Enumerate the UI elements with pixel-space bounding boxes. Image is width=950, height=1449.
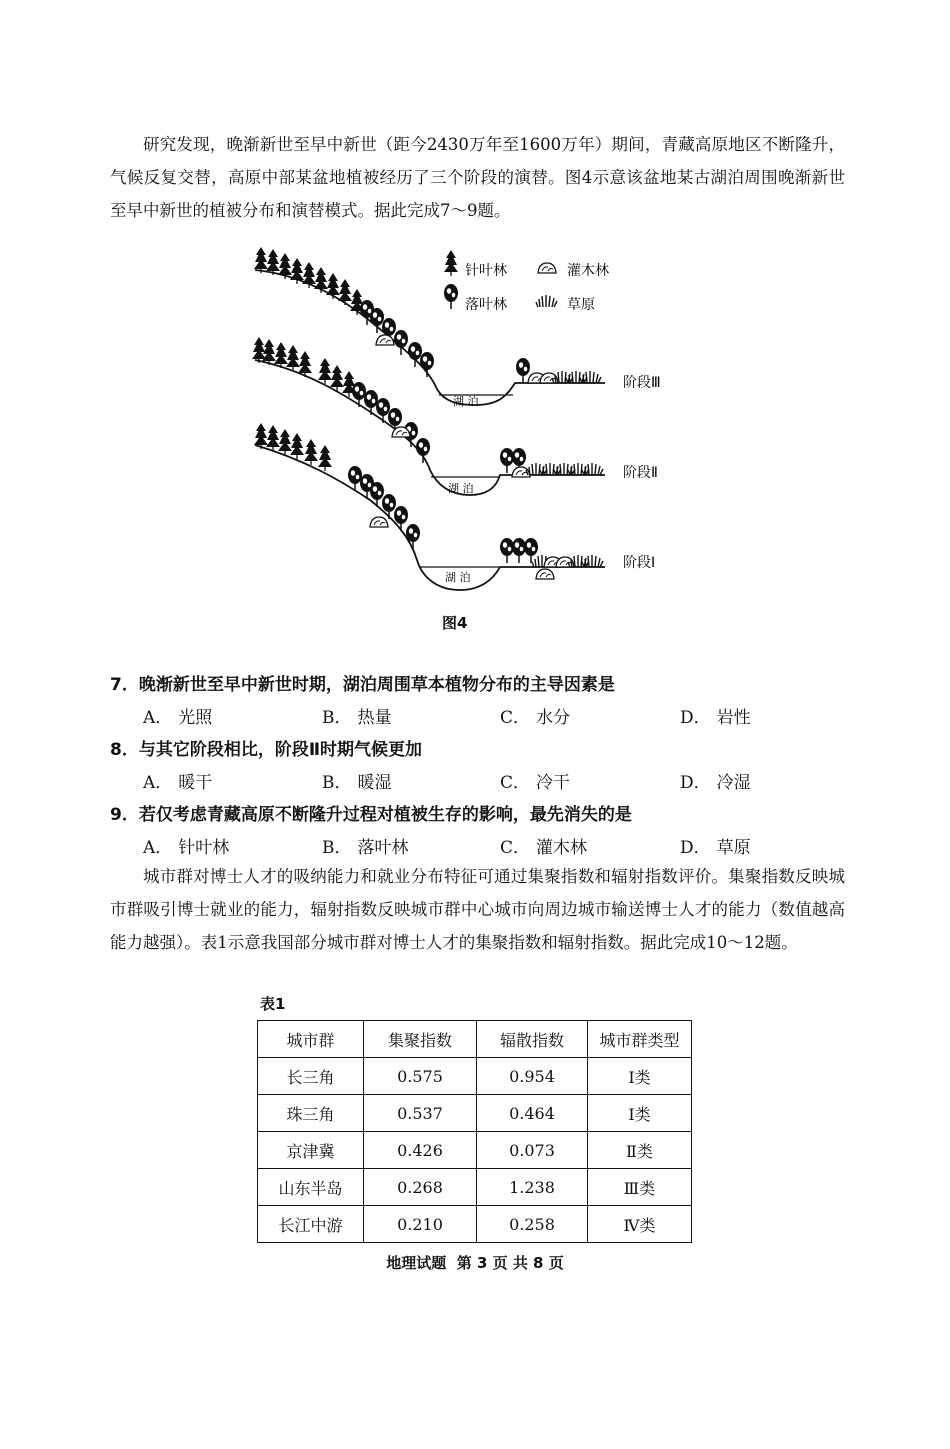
- q9-option-b[interactable]: B． 落叶林: [322, 838, 409, 858]
- legend-grass-icon: [536, 295, 557, 307]
- q8-option-b[interactable]: B． 暖湿: [322, 773, 392, 793]
- table-cell: Ⅰ类: [588, 1058, 692, 1095]
- passage-city-clusters: 城市群对博士人才的吸纳能力和就业分布特征可通过集聚指数和辐射指数评价。集聚指数反映城市群吸引博士就业的能力，辐射指数反映城市群中心城市向周边城市输送博士人才的能力（数值越高能力越强）。表1示意我国部分城市群对博士人才的集聚指数和辐射指数。据此完成10～12题。: [110, 867, 845, 952]
- stage-2-label: 阶段Ⅱ: [623, 465, 658, 481]
- question-8-stem: 8．与其它阶段相比，阶段Ⅱ时期气候更加: [110, 740, 423, 760]
- table-cell: 1.238: [477, 1169, 588, 1206]
- legend-shrub-icon: [538, 263, 556, 273]
- table-cell: 0.073: [477, 1132, 588, 1169]
- table-cell: Ⅳ类: [588, 1206, 692, 1243]
- legend-deciduous-icon: [444, 284, 458, 309]
- q8-option-d[interactable]: D． 冷湿: [680, 773, 751, 793]
- legend-deciduous-label: 落叶林: [465, 297, 507, 313]
- table-cell: 山东半岛: [258, 1169, 364, 1206]
- stage-1-profile: [254, 423, 655, 590]
- stage-2-profile: [252, 337, 658, 495]
- legend-shrub-label: 灌木林: [567, 263, 609, 279]
- table-cell: Ⅰ类: [588, 1095, 692, 1132]
- q7-option-b[interactable]: B． 热量: [322, 708, 392, 728]
- stage-3-lake-label: 湖 泊: [453, 395, 479, 408]
- passage-intro: 研究发现，晚渐新世至早中新世（距今2430万年至1600万年）期间，青藏高原地区不断隆升，气候反复交替，高原中部某盆地植被经历了三个阶段的演替。图4示意该盆地某古湖泊周围晚渐新世至早中新世的植被分布和演替模式。据此完成7～9题。: [110, 135, 845, 220]
- table-header-cell: 集聚指数: [364, 1021, 477, 1058]
- stage-1-lake-label: 湖 泊: [445, 571, 471, 584]
- figure-caption: 图4: [442, 614, 468, 632]
- q7-option-d[interactable]: D． 岩性: [680, 708, 751, 728]
- table-header-cell: 辐散指数: [477, 1021, 588, 1058]
- q8-option-c[interactable]: C． 冷干: [500, 773, 571, 793]
- table-cell: 京津冀: [258, 1132, 364, 1169]
- q7-option-a[interactable]: A． 光照: [143, 708, 213, 728]
- question-7-stem: 7．晚渐新世至早中新世时期，湖泊周围草本植物分布的主导因素是: [110, 675, 615, 695]
- table-cell: 0.268: [364, 1169, 477, 1206]
- table-cell: 长江中游: [258, 1206, 364, 1243]
- table-cell: 0.210: [364, 1206, 477, 1243]
- q9-option-c[interactable]: C． 灌木林: [500, 838, 588, 858]
- q9-option-a[interactable]: A． 针叶林: [143, 838, 230, 858]
- city-cluster-table: [257, 1020, 692, 1243]
- q7-option-c[interactable]: C． 水分: [500, 708, 571, 728]
- vegetation-succession-figure: [245, 245, 685, 605]
- table-row: [258, 1169, 692, 1206]
- table-caption: 表1: [260, 995, 286, 1013]
- stage-1-label: 阶段Ⅰ: [623, 555, 656, 571]
- table-row: [258, 1206, 692, 1243]
- table-cell: 0.426: [364, 1132, 477, 1169]
- legend-conifer-icon: [444, 250, 458, 276]
- table-row: [258, 1132, 692, 1169]
- table-cell: 0.464: [477, 1095, 588, 1132]
- page-footer: 地理试题 第 3 页 共 8 页: [386, 1254, 564, 1272]
- table-cell: 长三角: [258, 1058, 364, 1095]
- legend-grass-label: 草原: [567, 297, 595, 313]
- table-header-cell: 城市群: [258, 1021, 364, 1058]
- table-header-row: [258, 1021, 692, 1058]
- table-header-cell: 城市群类型: [588, 1021, 692, 1058]
- table-cell: 0.575: [364, 1058, 477, 1095]
- table-cell: Ⅲ类: [588, 1169, 692, 1206]
- legend-conifer-label: 针叶林: [465, 263, 507, 279]
- table-cell: 0.258: [477, 1206, 588, 1243]
- question-9-stem: 9．若仅考虑青藏高原不断隆升过程对植被生存的影响，最先消失的是: [110, 805, 632, 825]
- table-cell: 珠三角: [258, 1095, 364, 1132]
- table-cell: 0.954: [477, 1058, 588, 1095]
- q8-option-a[interactable]: A． 暖干: [143, 773, 213, 793]
- stage-2-lake-label: 湖 泊: [448, 482, 474, 495]
- stage-3-label: 阶段Ⅲ: [623, 375, 661, 391]
- table-cell: 0.537: [364, 1095, 477, 1132]
- q9-option-d[interactable]: D． 草原: [680, 838, 751, 858]
- table-cell: Ⅱ类: [588, 1132, 692, 1169]
- table-row: [258, 1095, 692, 1132]
- table-row: [258, 1058, 692, 1095]
